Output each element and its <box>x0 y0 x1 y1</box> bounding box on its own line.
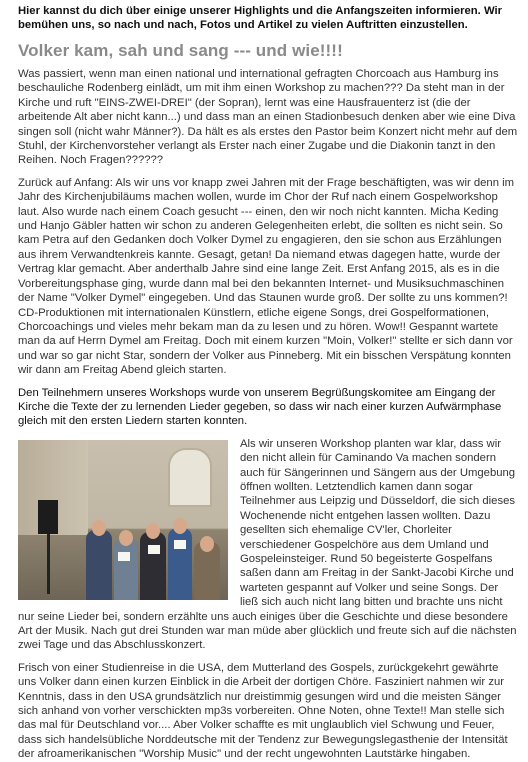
paragraph-background: Zurück auf Anfang: Als wir uns vor knapp zwei Jahren mit der Frage beschäftigten, was wir denn im Jahr des Kirchenjubiläums machen wollen, wurde im Chor der Ruf nach einem Gospelworkshop laut. Also wurde nach einem Coach gesucht --- einen, den wir noch nicht kannten. Micha Keding und Hanjo Gäbler hatten wir schon zu anderen Gelegenheiten erlebt, die sollten es nicht sein. So kam Petra auf den Gedanken doch Volker Dymel zu engagieren, den sie schon aus Erzählungen aus ihrem Verwandtenkreis kannte. Gesagt, getan! Da niemand etwas dagegen hatte, wurde der Vertrag klar gemacht. Aber anderthalb Jahre sind eine lange Zeit. Erst Anfang 2015, als es in die Vorbereitungsphase ging, wurde dann mal bei den bekannten Internet- und Musiksuchmaschinen der Name "Volker Dymel" eingegeben. Und das Staunen wurde groß. Der sollte zu uns kommen?! CD-Produktionen mit internationalen Künstlern, etliche eigene Songs, drei Gospelformationen, Chorcoachings und vieles mehr bekam man da zu lesen und zu hören. Wow!! Gespannt wartete man da auf Herrn Dymel am Freitag. Doch mit einem kurzen "Moin, Volker!" stellte er sich dann vor und war so gar nicht Star, sondern der Volker aus Pinneberg. Mit ein bisschen Verspätung konnten wir dann am Freitag Abend gleich starten. <box>18 176 515 377</box>
speaker-icon <box>38 500 58 534</box>
intro-text: Hier kannst du dich über einige unserer Highlights und die Anfangszeiten informieren. Wir bemühen uns, so nach und nach, Fotos und Artikel zu vielen Auftritten einzustellen. <box>18 5 503 31</box>
choir-photo <box>18 440 228 600</box>
paragraph-opening: Was passiert, wenn man einen national und international gefragten Chorcoach aus Hamburg ins beschauliche Rodenberg einlädt, um mit ihm einen Workshop zu machen??? Da steht man in der Kirche und ruft "EINS-ZWEI-DREI" (der Sopran), lernt was eine Hausfrauenterz ist (die der arbeitende Alt aber nicht kann...) und dass man an einen Stadionbesuch denken aber wie eine Diva singen soll (nicht wahr Männer?). Da hält es als erstes den Pastor beim Konzert nicht mehr auf dem Stuhl, der Kirchenvorsteher verlangt als Erster nach einer Zugabe und die Diakonin tanzt in den Reihen. Noch Fragen?????? <box>18 68 518 167</box>
photo-text-block <box>18 437 518 661</box>
paragraph-participants: Als wir unseren Workshop planten war klar, dass wir den nicht allein für Caminando Va machen sondern auch für Sängerinnen und Sängern aus der Umgebung öffnen wollten. Letztendlich kamen dann sogar Teilnehmer aus Leipzig und Düsseldorf, die sich dieses Wochenende nicht entgehen lassen wollten. Dazu gesellten sich ehemalige CV'ler, Chorleiter verschiedener Gospelchöre aus dem Umland und Gospeleinsteiger. Rund 50 begeisterte Gospelfans saßen dann am Freitag in der Sankt-Jacobi Kirche und warteten gespannt auf Volker und seine Songs. Der ließ sich auch nicht lang bitten und brachte uns nicht nur seine Lieder bei, sondern erzählte uns auch einiges über die Geschichte und diese besondere Art der Musik. Nach gut drei Stunden war man müde aber glücklich und freute sich auf die nächsten zwei Tage und das Abschlusskonzert. <box>18 437 517 652</box>
paragraph-welcome: Den Teilnehmern unseres Workshops wurde von unserem Begrüßungskomitee am Eingang der Kirche die Texte der zu lernenden Lieder gegeben, so dass wir nach einer kurzen Aufwärmphase gleich mit den ersten Liedern starten konnten. <box>18 386 502 428</box>
paragraph-usa: Frisch von einer Studienreise in die USA, dem Mutterland des Gospels, zurückgekehrt gewährte uns Volker dann einen kurzen Einblick in die Arbeit der dortigen Chöre. Fasziniert nahmen wir zur Kenntnis, dass in den USA grundsätzlich nur dreistimmig gesungen wird und die meisten Sänger sich anhand von vorher verschickten mp3s vorbereiten. Ohne Noten, ohne Texte!! Man stelle sich das mal für Deutschland vor.... Aber Volker schaffte es mit unglaublich viel Schwung und Feuer, dass sich handelsübliche Norddeutsche mit der Tendenz zur Bewegungslegasthenie der Intensität der afroamerikanischen "Worship Music" und der recht ungewohnten Lautstärke hingaben. <box>18 661 508 761</box>
article-headline: Volker kam, sah und sang --- und wie!!!! <box>18 41 343 60</box>
